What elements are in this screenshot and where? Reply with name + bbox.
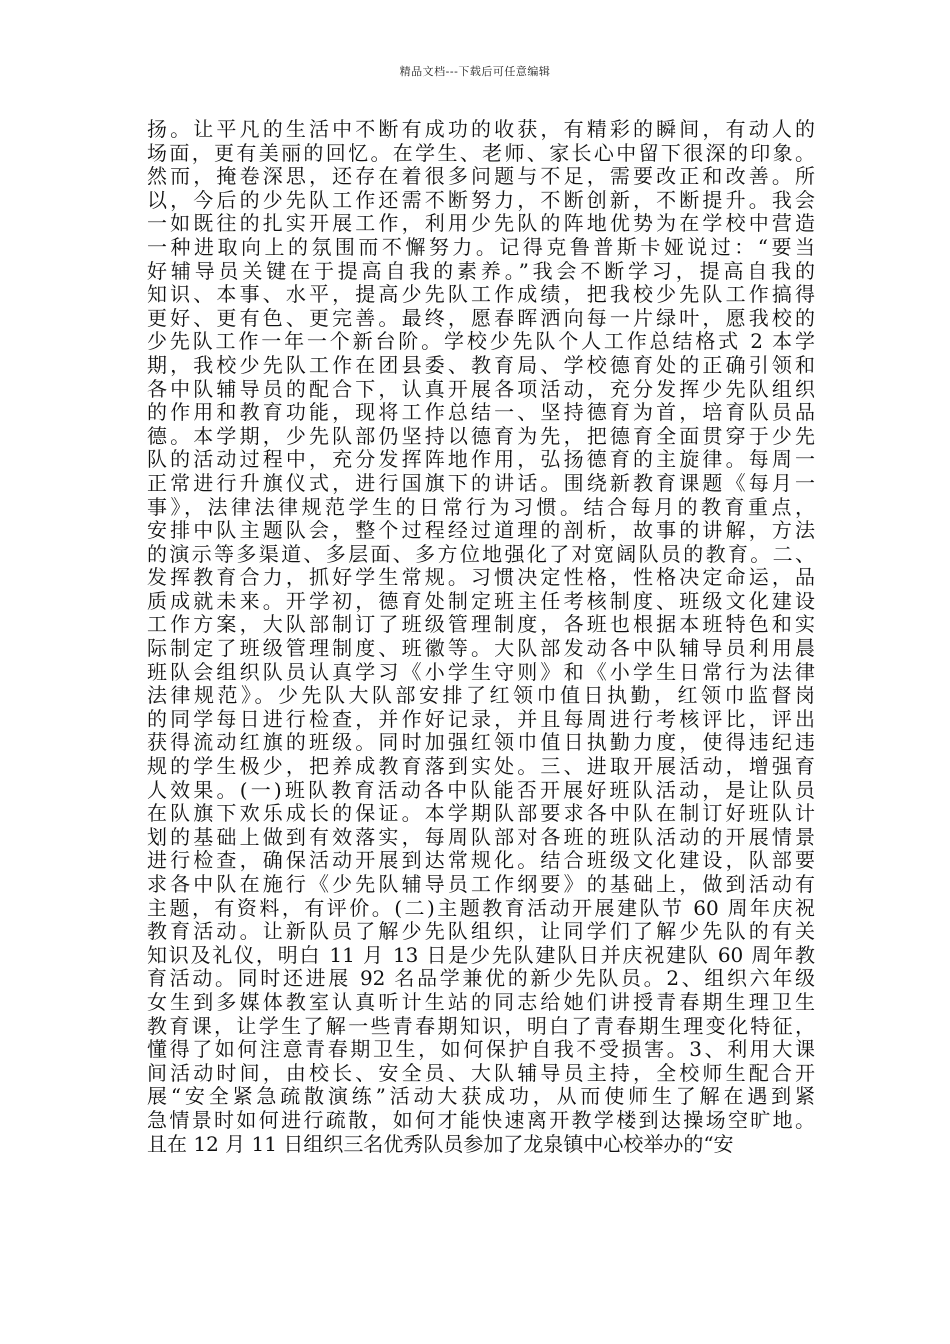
text-line: 事》，法律法律规范学生的日常行为习惯。结合每月的教育重点， — [147, 494, 815, 519]
text-line: 人效果。(一)班队教育活动各中队能否开展好班队活动，是让队员 — [147, 777, 815, 802]
text-line: 安排中队主题队会，整个过程经过道理的剖析，故事的讲解，方法 — [147, 518, 815, 543]
text-line: 期，我校少先队工作在团县委、教育局、学校德育处的正确引领和 — [147, 352, 815, 377]
text-line: 划的基础上做到有效落实，每周队部对各班的班队活动的开展情景 — [147, 824, 815, 849]
text-line: 一如既往的扎实开展工作，利用少先队的阵地优势为在学校中营造 — [147, 211, 815, 236]
text-line: 好辅导员关键在于提高自我的素养。”我会不断学习，提高自我的 — [147, 258, 815, 283]
text-line: 各中队辅导员的配合下，认真开展各项活动，充分发挥少先队组织 — [147, 376, 815, 401]
text-line: 急情景时如何进行疏散，如何才能快速离开教学楼到达操场空旷地。 — [147, 1107, 815, 1132]
text-line: 的作用和教育功能，现将工作总结一、坚持德育为首，培育队员品 — [147, 400, 815, 425]
text-line: 扬。让平凡的生活中不断有成功的收获，有精彩的瞬间，有动人的 — [147, 117, 815, 141]
text-line: 展“安全紧急疏散演练”活动大获成功，从而使师生了解在遇到紧 — [147, 1084, 815, 1109]
text-line: 以，今后的少先队工作还需不断努力，不断创新，不断提升。我会 — [147, 187, 815, 212]
text-line: 少先队工作一年一个新台阶。学校少先队个人工作总结格式 2 本学 — [147, 329, 815, 354]
text-line: 教育活动。让新队员了解少先队组织，让同学们了解少先队的有关 — [147, 919, 815, 944]
text-line: 质成就未来。开学初，德育处制定班主任考核制度、班级文化建设 — [147, 588, 815, 613]
page-header: 精品文档---下载后可任意编辑 — [399, 65, 551, 78]
text-line: 在队旗下欢乐成长的保证。本学期队部要求各中队在制订好班队计 — [147, 801, 815, 826]
text-line: 且在 12 月 11 日组织三名优秀队员参加了龙泉镇中心校举办的“安 — [147, 1131, 734, 1156]
text-line: 法律规范》。少先队大队部安排了红领巾值日执勤，红领巾监督岗 — [147, 683, 815, 708]
text-line: 的演示等多渠道、多层面、多方位地强化了对宽阔队员的教育。二、 — [147, 541, 815, 566]
text-line: 一种进取向上的氛围而不懈努力。记得克鲁普斯卡娅说过：“要当 — [147, 234, 815, 259]
text-line: 女生到多媒体教室认真听计生站的同志给她们讲授青春期生理卫生 — [147, 989, 815, 1014]
text-line: 队的活动过程中，充分发挥阵地作用，弘扬德育的主旋律。每周一 — [147, 447, 815, 472]
text-line: 德。本学期，少先队部仍坚持以德育为先，把德育全面贯穿于少先 — [147, 423, 815, 448]
text-line: 的同学每日进行检查，并作好记录，并且每周进行考核评比，评出 — [147, 706, 815, 731]
text-line: 班队会组织队员认真学习《小学生守则》和《小学生日常行为法律 — [147, 659, 815, 684]
text-line: 更好、更有色、更完善。最终，愿春晖洒向每一片绿叶，愿我校的 — [147, 305, 815, 330]
text-line: 然而，掩卷深思，还存在着很多问题与不足，需要改正和改善。所 — [147, 164, 815, 189]
text-line: 规的学生极少，把养成教育落到实处。三、进取开展活动，增强育 — [147, 754, 815, 779]
text-line: 获得流动红旗的班级。同时加强红领巾值日执勤力度，使得违纪违 — [147, 730, 815, 755]
text-line: 间活动时间，由校长、安全员、大队辅导员主持，全校师生配合开 — [147, 1060, 815, 1085]
text-line: 知识、本事、水平，提高少先队工作成绩，把我校少先队工作搞得 — [147, 282, 815, 307]
text-line: 发挥教育合力，抓好学生常规。习惯决定性格，性格决定命运，品 — [147, 565, 815, 590]
text-line: 知识及礼仪，明白 11 月 13 日是少先队建队日并庆祝建队 60 周年教 — [147, 942, 815, 967]
text-line: 主题，有资料，有评价。(二)主题教育活动开展建队节 60 周年庆祝 — [147, 895, 815, 920]
text-line: 场面，更有美丽的回忆。在学生、老师、家长心中留下很深的印象。 — [147, 140, 815, 165]
text-line: 懂得了如何注意青春期卫生，如何保护自我不受损害。3、利用大课 — [147, 1037, 815, 1062]
text-line: 求各中队在施行《少先队辅导员工作纲要》的基础上，做到活动有 — [147, 872, 815, 896]
text-line: 进行检查，确保活动开展到达常规化。结合班级文化建设，队部要 — [147, 848, 815, 873]
text-line: 正常进行升旗仪式，进行国旗下的讲话。围绕新教育课题《每月一 — [147, 470, 815, 495]
text-line: 工作方案，大队部制订了班级管理制度，各班也根据本班特色和实 — [147, 612, 815, 637]
text-line: 育活动。同时还进展 92 名品学兼优的新少先队员。2、组织六年级 — [147, 966, 815, 991]
text-line: 际制定了班级管理制度、班徽等。大队部发动各中队辅导员利用晨 — [147, 636, 815, 661]
text-line: 教育课，让学生了解一些青春期知识，明白了青春期生理变化特征， — [147, 1013, 815, 1038]
body-paragraph — [147, 118, 815, 1156]
